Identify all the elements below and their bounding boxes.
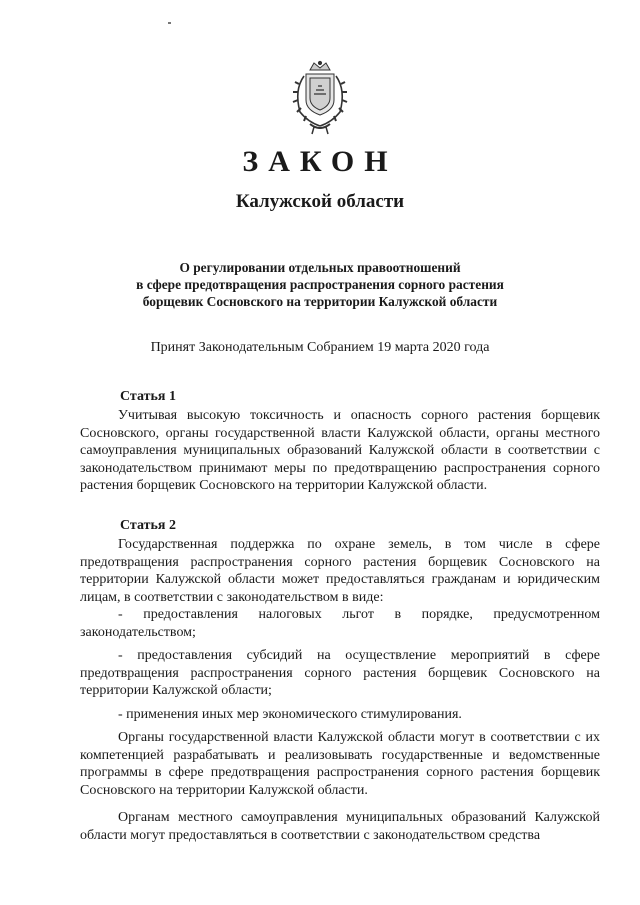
law-region: Калужской области	[235, 191, 405, 212]
article-1-heading: Статья 1	[120, 389, 176, 404]
article-2-body	[80, 536, 600, 844]
coat-of-arms-emblem	[288, 60, 352, 136]
list-item: - предоставления субсидий на осуществление мероприятий в сфере предотвращения распространения сорного растения борщевик Сосновского на территории Калужской области;	[80, 648, 600, 698]
list-item: - предоставления налоговых льгот в порядке, предусмотренном законодательством;	[80, 607, 600, 640]
law-title: ЗАКОН	[242, 145, 398, 178]
article-2-heading: Статья 2	[120, 518, 176, 533]
law-subject	[120, 259, 520, 310]
article-2-intro: Государственная поддержка по охране земель, в том числе в сфере предотвращения распространения сорного растения борщевик Сосновского на территории Калужской области может предоставляться гражданам и юридическим лицам, в соответствии с законодательством в виде:	[80, 537, 600, 605]
subject-line-3: борщевик Сосновского на территории Калужской области	[142, 294, 498, 309]
subject-line-1: О регулировании отдельных правоотношений	[179, 260, 461, 275]
list-item: - применения иных мер экономического стимулирования.	[118, 706, 462, 722]
adoption-date-line: Принят Законодательным Собранием 19 марта 2020 года	[150, 340, 490, 355]
article-2-paragraph-3: Органам местного самоуправления муниципальных образований Калужской области могут предоставляться в соответствии с законодательством средства	[80, 810, 600, 843]
article-1-paragraph: Учитывая высокую токсичность и опасность сорного растения борщевик Сосновского, органы государственной власти Калужской области, органы местного самоуправления муниципальных образований Калужской области в соответствии с законодательством принимают меры по предотвращению распространения сорного растения борщевик Сосновского на территории Калужской области.	[80, 408, 600, 493]
article-2-paragraph-2: Органы государственной власти Калужской области могут в соответствии с их компетенцией разрабатывать и реализовывать государственные и ведомственные программы в сфере предотвращения распространения сорного растения борщевик Сосновского на территории Калужской области.	[80, 730, 600, 798]
article-1-body	[80, 407, 600, 495]
scan-speck	[168, 22, 171, 24]
subject-line-2: в сфере предотвращения распространения сорного растения	[136, 277, 504, 292]
